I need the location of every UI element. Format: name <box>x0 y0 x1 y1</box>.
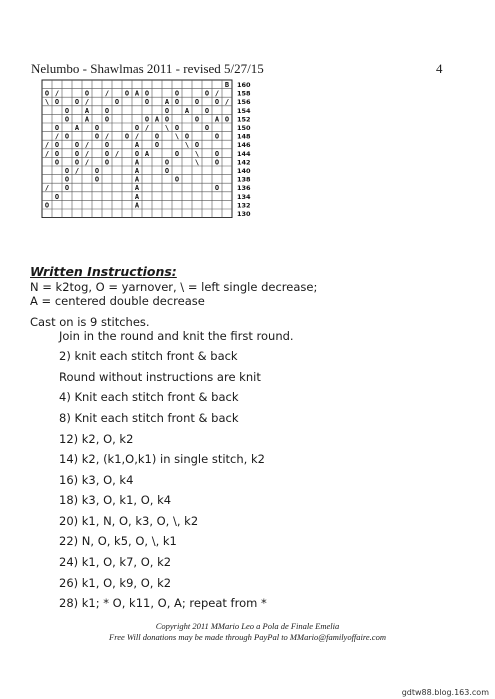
chart-symbol: O <box>194 141 200 150</box>
chart-symbol: O <box>164 106 170 115</box>
chart-symbol: / <box>54 132 60 141</box>
chart-symbol: O <box>114 98 120 107</box>
chart-symbol: A <box>134 175 140 184</box>
instruction-step: Join in the round and knit the first round. <box>59 329 294 343</box>
chart-row-label: 138 <box>237 175 251 184</box>
chart-symbol: O <box>74 149 80 158</box>
chart-symbol: O <box>124 89 130 98</box>
chart-symbol: A <box>134 184 140 193</box>
chart-symbol: / <box>44 149 50 158</box>
chart-symbol: O <box>214 132 220 141</box>
chart-symbol: O <box>144 98 150 107</box>
chart-symbol: O <box>174 149 180 158</box>
instruction-step: 18) k3, O, k1, O, k4 <box>59 493 172 507</box>
chart-row-label: 160 <box>237 81 251 89</box>
written-instructions-heading: Written Instructions: <box>30 264 177 279</box>
knitting-chart <box>40 78 270 218</box>
chart-symbol: O <box>64 106 70 115</box>
instruction-step: 24) k1, O, k7, O, k2 <box>59 555 172 569</box>
chart-symbol: O <box>214 158 220 167</box>
chart-symbol: A <box>184 106 190 115</box>
chart-symbol: O <box>204 89 210 98</box>
footer-donations: Free Will donations may be made through PayPal to MMario@familyoffaire.com <box>109 632 386 642</box>
chart-symbol: O <box>54 124 60 132</box>
instruction-step: 4) Knit each stitch front & back <box>59 390 239 404</box>
chart-symbol: A <box>84 106 90 115</box>
chart-symbol: \ <box>194 149 200 158</box>
instruction-step: 22) N, O, k5, O, \, k1 <box>59 534 177 548</box>
chart-symbol: O <box>184 132 190 141</box>
chart-symbol: O <box>104 141 110 150</box>
chart-symbol: O <box>194 98 200 107</box>
chart-symbol: A <box>134 141 140 150</box>
chart-symbol: O <box>144 89 150 98</box>
chart-symbol: \ <box>194 158 200 167</box>
chart-symbol: / <box>44 184 50 193</box>
chart-symbol: O <box>44 201 50 210</box>
chart-symbol: A <box>134 192 140 201</box>
chart-row-label: 156 <box>237 98 251 107</box>
chart-symbol: / <box>84 141 90 150</box>
instruction-step: 16) k3, O, k4 <box>59 473 134 487</box>
chart-row-label: 146 <box>237 141 251 150</box>
chart-symbol: O <box>74 141 80 150</box>
chart-symbol: O <box>194 115 200 124</box>
footer-copyright: Copyright 2011 MMario Leo a Pola de Finale Emelia <box>155 621 340 631</box>
watermark-text: gdtw88.blog.163.com <box>401 688 489 697</box>
chart-symbol: O <box>214 184 220 193</box>
chart-row-label: 154 <box>237 106 251 115</box>
chart-row-label: 142 <box>237 158 251 167</box>
chart-symbol: A <box>134 201 140 210</box>
chart-symbol: O <box>64 132 70 141</box>
chart-symbol: O <box>154 141 160 150</box>
instruction-step: 14) k2, (k1,O,k1) in single stitch, k2 <box>59 452 265 466</box>
instruction-step: Round without instructions are knit <box>59 370 261 384</box>
chart-symbol: A <box>164 98 170 107</box>
chart-symbol: O <box>174 89 180 98</box>
chart-row-label: 130 <box>237 210 251 218</box>
chart-symbol: O <box>104 106 110 115</box>
chart-symbol: / <box>84 149 90 158</box>
chart-symbol: A <box>214 115 220 124</box>
chart-symbol: O <box>44 89 50 98</box>
chart-symbol: / <box>84 98 90 107</box>
chart-symbol: O <box>174 175 180 184</box>
chart-symbol: O <box>174 98 180 107</box>
chart-symbol: A <box>74 124 80 132</box>
chart-symbol: O <box>84 89 90 98</box>
chart-symbol: \ <box>174 132 180 141</box>
chart-symbol: O <box>64 115 70 124</box>
chart-symbol: O <box>94 167 100 175</box>
chart-row-label: 140 <box>237 167 251 175</box>
instruction-step: 12) k2, O, k2 <box>59 432 134 446</box>
instruction-step: 26) k1, O, k9, O, k2 <box>59 576 172 590</box>
instruction-step: 8) Knit each stitch front & back <box>59 411 239 425</box>
chart-symbol: O <box>64 175 70 184</box>
chart-symbol: / <box>54 89 60 98</box>
legend-line-1: N = k2tog, O = yarnover, \ = left single decrease; <box>30 280 318 294</box>
chart-symbol: O <box>144 115 150 124</box>
chart-symbol: O <box>164 115 170 124</box>
chart-symbol: O <box>64 184 70 193</box>
chart-symbol: O <box>174 124 180 132</box>
instruction-step: 28) k1; * O, k11, O, A; repeat from * <box>59 596 267 610</box>
chart-symbol: / <box>104 89 110 98</box>
chart-row-label: 136 <box>237 184 251 193</box>
chart-row-label: 144 <box>237 149 251 158</box>
chart-row-label: 148 <box>237 132 251 141</box>
chart-symbol: O <box>214 149 220 158</box>
chart-symbol: O <box>164 158 170 167</box>
chart-symbol: A <box>134 89 140 98</box>
chart-symbol: O <box>104 149 110 158</box>
chart-symbol: \ <box>184 141 190 150</box>
chart-row-label: 152 <box>237 115 251 124</box>
chart-symbol: / <box>114 149 120 158</box>
cast-on-text: Cast on is 9 stitches. <box>30 315 150 329</box>
legend-line-2: A = centered double decrease <box>30 294 205 308</box>
chart-symbol: O <box>64 167 70 175</box>
chart-symbol: / <box>104 132 110 141</box>
chart-symbol: O <box>124 132 130 141</box>
chart-symbol: O <box>74 158 80 167</box>
chart-symbol: A <box>134 167 140 175</box>
chart-symbol: A <box>144 149 150 158</box>
chart-symbol: O <box>104 115 110 124</box>
page-number: 4 <box>436 61 443 76</box>
chart-symbol: O <box>94 124 100 132</box>
chart-symbol: O <box>134 149 140 158</box>
chart-symbol: O <box>204 124 210 132</box>
chart-symbol: O <box>54 149 60 158</box>
page-header-title: Nelumbo - Shawlmas 2011 - revised 5/27/15 <box>31 61 264 76</box>
chart-symbol: / <box>84 158 90 167</box>
chart-symbol: O <box>134 124 140 132</box>
instruction-step: 20) k1, N, O, k3, O, \, k2 <box>59 514 199 528</box>
chart-symbol: O <box>94 132 100 141</box>
chart-symbol: O <box>54 192 60 201</box>
chart-symbol: O <box>94 175 100 184</box>
chart-symbol: O <box>74 98 80 107</box>
chart-symbol: O <box>154 132 160 141</box>
chart-symbol: O <box>204 106 210 115</box>
chart-symbol: O <box>224 115 230 124</box>
chart-symbol: A <box>84 115 90 124</box>
chart-symbol: / <box>224 98 230 107</box>
chart-row-label: 150 <box>237 124 251 132</box>
chart-symbol: / <box>134 132 140 141</box>
chart-symbol: / <box>144 124 150 132</box>
chart-symbol: / <box>44 141 50 150</box>
chart-symbol: B <box>224 81 230 89</box>
chart-row-label: 134 <box>237 192 251 201</box>
instruction-step: 2) knit each stitch front & back <box>59 349 238 363</box>
chart-row-label: 158 <box>237 89 251 98</box>
chart-symbol: A <box>134 158 140 167</box>
chart-symbol: / <box>214 89 220 98</box>
chart-symbol: \ <box>164 124 170 132</box>
chart-symbol: \ <box>44 98 50 107</box>
chart-symbol: O <box>214 98 220 107</box>
chart-symbol: A <box>154 115 160 124</box>
chart-symbol: O <box>54 141 60 150</box>
chart-symbol: O <box>104 158 110 167</box>
chart-row-label: 132 <box>237 201 251 210</box>
chart-symbol: / <box>74 167 80 175</box>
chart-symbol: O <box>54 158 60 167</box>
chart-symbol: O <box>164 167 170 175</box>
chart-symbol: O <box>54 98 60 107</box>
